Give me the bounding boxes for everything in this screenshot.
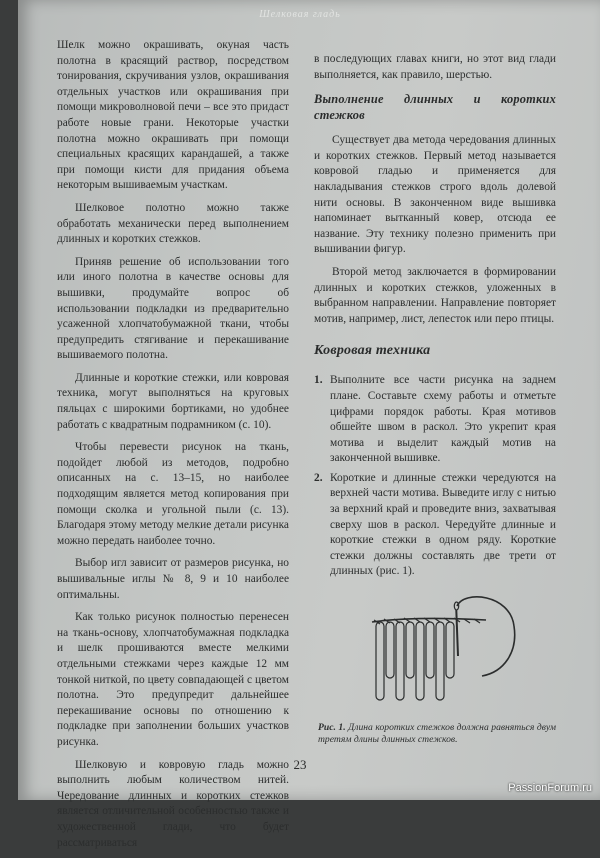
section-heading: Ковровая техника: [314, 343, 431, 359]
paragraph: Шелковую и ковровую гладь можно выполнить любым количеством нитей. Чередование длинных и коротких стежков является отличительной особенностью также и художественной глади, что будет рассматриваться: [57, 758, 289, 849]
caption-label: Рис. 1.: [318, 721, 346, 733]
stitch-diagram-figure: [314, 592, 556, 710]
list-item: [314, 471, 556, 580]
list-item: [314, 373, 556, 467]
figure-caption: [314, 722, 556, 746]
step-text: Короткие и длинные стежки чередуются на верхней части мотива. Выведите иглу с нитью за верхний край и проведите вниз, захватывая сверху шов в раскол. Чередуйте длинные и короткие стежки в одном ряду. Короткие стежки должны составлять две трети от длинных (рис. 1).: [330, 471, 556, 578]
paragraph: Существует два метода чередования длинных и коротких стежков. Первый метод называется ковровой гладью и применяется для накладывания стежков строго вдоль долевой нити основы. В законченном виде вышивка напоминает вытканный ковер, отсюда ее название. Эту технику полезно применить при вышивании фигур.: [314, 134, 556, 256]
paragraph: Приняв решение об использовании того или иного полотна в качестве основы для вышивки, продумайте вопрос об использовании подкладки из предварительно усаженной хлопчатобумажной ткани, чтобы предупредить стягивание и перекашивание вышиваемого полотна.: [57, 255, 289, 362]
paragraph: Чтобы перевести рисунок на ткань, подойдет любой из методов, подробно описанных на с. 13–15, но наиболее подходящим является метод копирования при помощи сколка и угольной пыли (с. 13). Благодаря этому методу мелкие детали рисунка можно передать наиболее точно.: [57, 441, 289, 547]
step-number: 2.: [314, 471, 323, 484]
running-head: Шелковая гладь: [259, 9, 341, 20]
paragraph: Как только рисунок полностью перенесен на ткань-основу, хлопчатобумажная подкладка и шелк прошиваются вместе мелкими отдельными стежками через каждые 12 мм тонкой ниткой, по цвету совпадающей с цветом полотна. Это предупредит дальнейшее перекашивание основы по отношению к подкладке при заполнении больших участков рисунка.: [57, 611, 289, 748]
step-number: 1.: [314, 374, 323, 387]
paragraph: Второй метод заключается в формировании длинных и коротких стежков, уложенных в выбранном направлении. Направление повторяет мотив, например, лист, лепесток или перо птицы.: [314, 265, 556, 325]
steps-list: [314, 373, 556, 580]
paragraph: в последующих главах книги, но этот вид глади выполняется, как правило, шерстью.: [314, 53, 556, 81]
paragraph: Шелк можно окрашивать, окуная часть полотна в красящий раствор, посредством тонирования, скручивания узлов, окрашивания отдельных участков или окрашивания при помощи микроволновой печи – все это придаст работе новые грани. Некоторые участки полотна можно окрашивать при помощи специальных красящих карандашей, а также при помощи кисти для придания объема некоторым вышиваемым участкам.: [57, 39, 289, 192]
paragraph: Длинные и короткие стежки, или ковровая техника, могут выполняться на круговых пяльцах с широкими бортиками, но удобнее работать с квадратным подрамником (с. 10).: [57, 371, 289, 431]
paragraph: Шелковое полотно можно также обработать механически перед выполнением длинных и коротких стежков.: [57, 201, 289, 246]
section-heading: Выполнение длинных и коротких стежков: [314, 92, 556, 123]
left-column: [57, 38, 289, 858]
paragraph: Выбор игл зависит от размеров рисунка, но вышивальные иглы № 8, 9 и 10 наиболее оптимальны.: [57, 557, 289, 601]
page-number: 23: [293, 757, 307, 772]
step-text: Выполните все части рисунка на заднем плане. Составьте схему работы и отметьте цифрами порядок работы. Края мотивов обшейте швом в раскол. Это укрепит края мотива и выделит каждый мотив на законченной вышивке.: [330, 374, 556, 465]
caption-text: Длина коротких стежков должна равняться двум третям длины длинных стежков.: [318, 721, 556, 745]
watermark: PassionForum.ru: [508, 782, 592, 794]
right-column: [314, 52, 556, 746]
